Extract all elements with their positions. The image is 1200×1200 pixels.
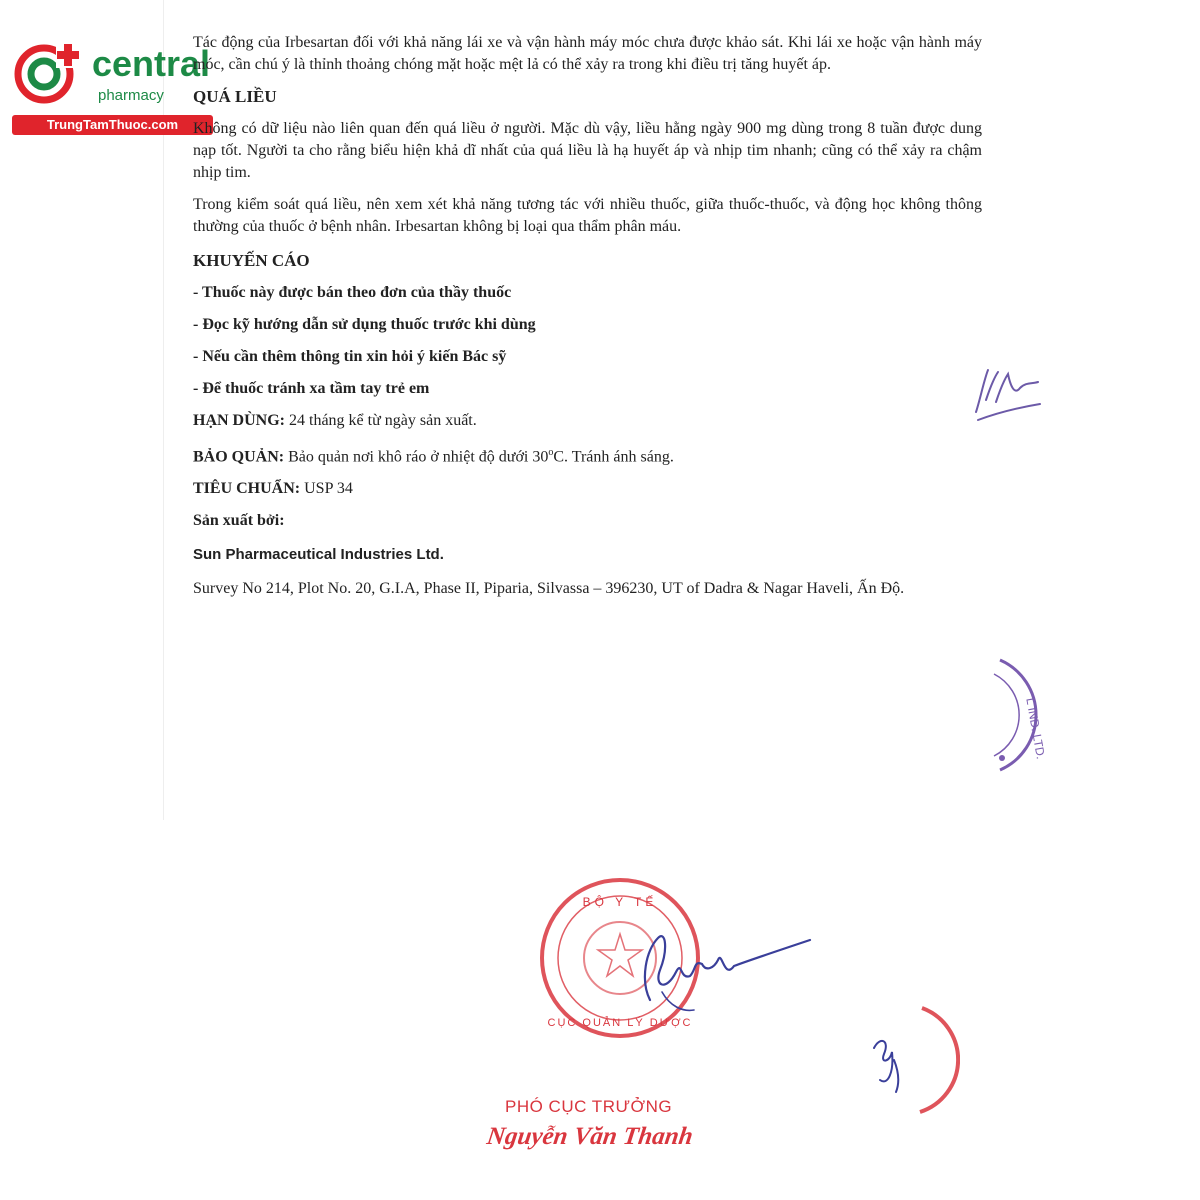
degree-sign: o xyxy=(548,447,554,458)
pharmacy-cross-icon xyxy=(12,40,88,104)
storage xyxy=(193,442,982,468)
director-name: Nguyễn Văn Thanh xyxy=(485,1123,695,1150)
document-body xyxy=(193,32,982,600)
standard-value: USP 34 xyxy=(300,480,353,498)
manufacturer-address: Survey No 214, Plot No. 20, G.I.A, Phase II, Piparia, Silvassa – 396230, UT of Dadra & Nagar Haveli, Ấn Độ. xyxy=(193,580,905,598)
director-signature xyxy=(610,920,820,1030)
company-stamp xyxy=(960,650,1050,780)
overdose-paragraph-1: Không có dữ liệu nào liên quan đến quá liều ở người. Mặc dù vậy, liều hằng ngày 900 mg dùng trong 8 tuần được dung nạp tốt. Người ta cho rằng biểu hiện khả dĩ nhất của quá liều là hạ huyết áp và nhịp tim nhanh; cũng có thể xảy ra chậm nhịp tim. xyxy=(193,120,982,181)
storage-value-end: C. Tránh ánh sáng. xyxy=(553,448,674,466)
central-pharmacy-logo[interactable] xyxy=(8,36,213,136)
shelf-life-value: 24 tháng kể từ ngày sản xuất. xyxy=(285,412,477,429)
warnings-heading: KHUYẾN CÁO xyxy=(193,251,310,270)
warning-item: - Đọc kỹ hướng dẫn sử dụng thuốc trước khi dùng xyxy=(193,316,536,333)
director-title: PHÓ CỤC TRƯỞNG xyxy=(505,1097,673,1116)
logo-name: central xyxy=(92,43,211,84)
overdose-heading: QUÁ LIỀU xyxy=(193,87,277,106)
ministry-stamp-bottom-text: CỤC QUẢN LÝ DƯỢC xyxy=(547,1017,693,1029)
warning-item: - Thuốc này được bán theo đơn của thầy thuốc xyxy=(193,284,512,301)
storage-label: BẢO QUẢN: xyxy=(193,448,285,466)
storage-value: Bảo quản nơi khô ráo ở nhiệt độ dưới 30 xyxy=(284,448,549,466)
initials-signature xyxy=(968,360,1048,430)
ministry-stamp-top-text: BỘ Y TẾ xyxy=(582,895,658,909)
company-stamp-text: L IND. LTD. xyxy=(1023,696,1048,761)
warning-item: - Để thuốc tránh xa tầm tay trẻ em xyxy=(193,380,430,397)
shelf-life-label: HẠN DÙNG: xyxy=(193,412,285,429)
standard-label: TIÊU CHUẨN: xyxy=(193,480,301,498)
logo-subtitle: pharmacy xyxy=(98,87,164,104)
standard xyxy=(193,478,982,500)
shelf-life xyxy=(193,410,982,432)
manufactured-by-label: Sản xuất bởi: xyxy=(193,512,285,530)
small-stamp-initials xyxy=(860,1000,960,1120)
logo-site-banner[interactable]: TrungTamThuoc.com xyxy=(12,115,213,135)
warning-item: - Nếu cần thêm thông tin xin hỏi ý kiến Bác sỹ xyxy=(193,348,507,365)
overdose-paragraph-2: Trong kiểm soát quá liều, nên xem xét khả năng tương tác với nhiều thuốc, giữa thuốc-thuốc, và động học không thông thường của thuốc ở bệnh nhân. Irbesartan không bị loại qua thẩm phân máu. xyxy=(193,196,982,235)
manufacturer-name: Sun Pharmaceutical Industries Ltd. xyxy=(193,546,444,564)
driving-paragraph: Tác động của Irbesartan đối với khả năng lái xe và vận hành máy móc chưa được khảo sát. Khi lái xe hoặc vận hành máy móc, cần chú ý là thỉnh thoảng chóng mặt hoặc mệt lả có thể xảy ra trong khi điều trị tăng huyết áp. xyxy=(193,34,982,73)
